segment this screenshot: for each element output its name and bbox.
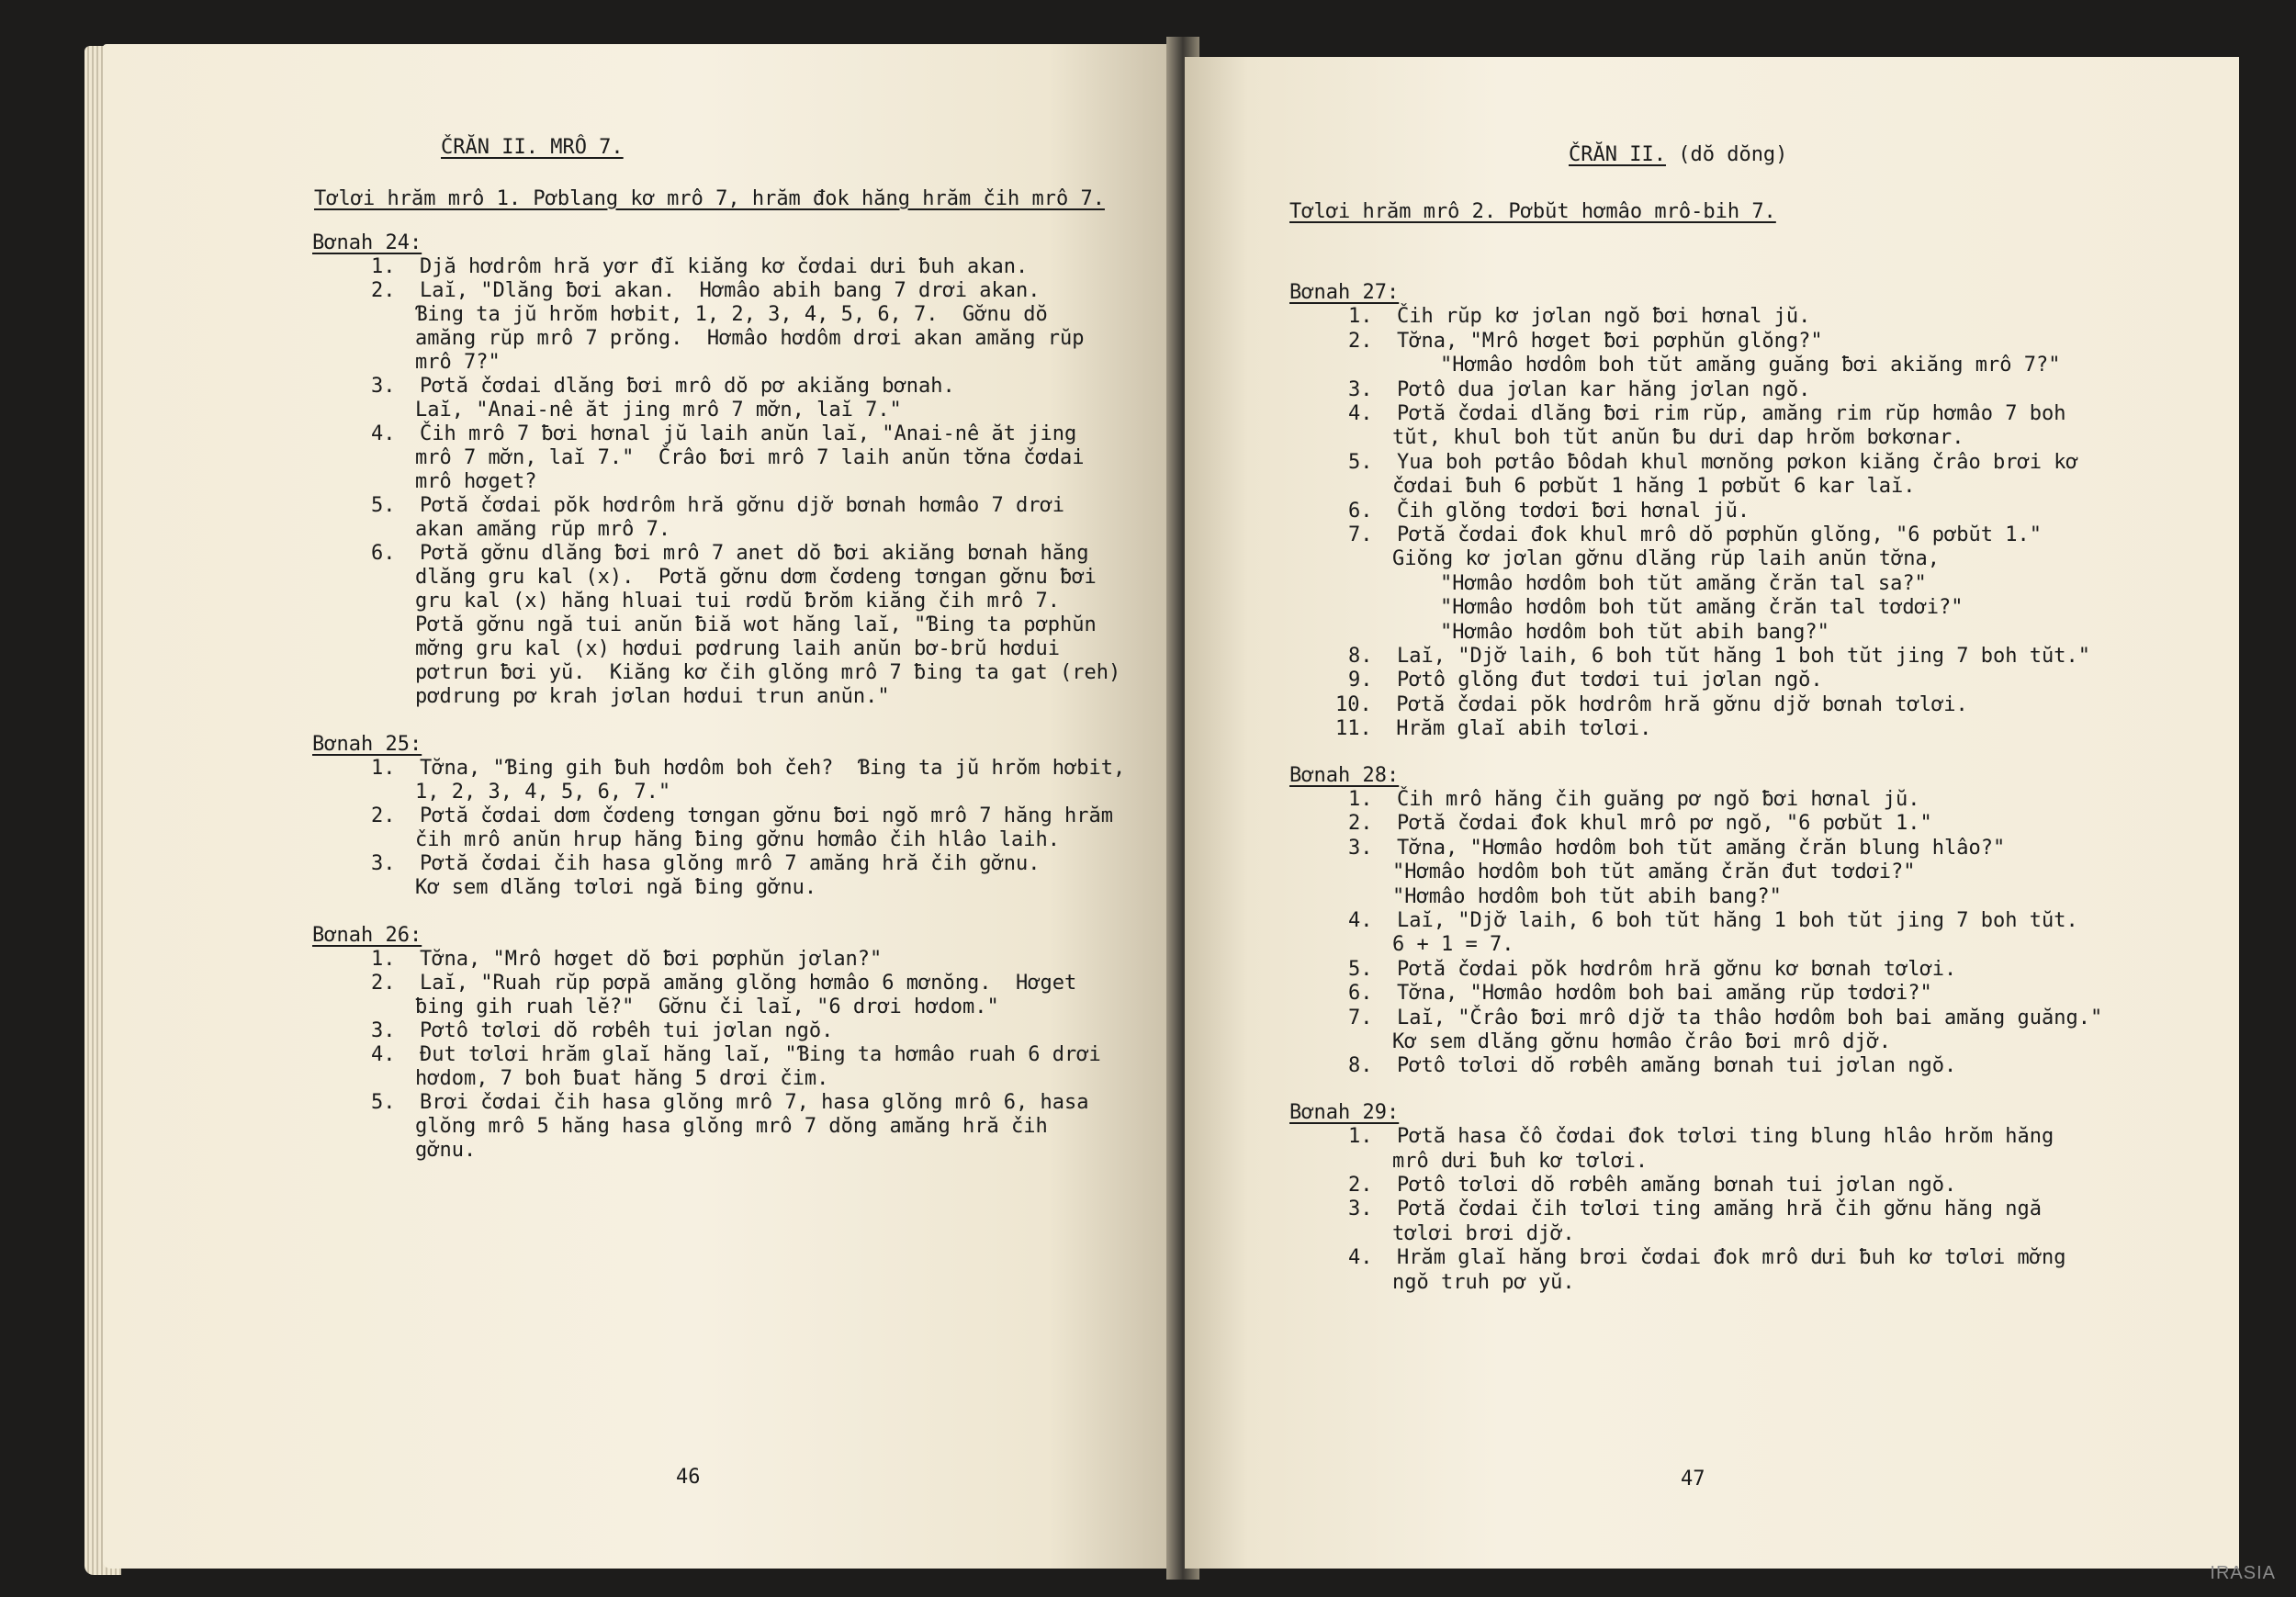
body-line: 5. Yua boh pơtâo ƀôdah khul mơnŏng pơkon kiăng črâo brơi kơ [1348, 450, 2078, 474]
body-line: glŏng mrô 5 hăng hasa glŏng mrô 7 dŏng amăng hră čih [415, 1115, 1048, 1138]
body-line: ngŏ truh pơ yŭ. [1392, 1270, 1575, 1294]
body-line: 3. Pơtă čơdai čih tơlơi ting amăng hră čih gơ̆nu hăng ngă [1348, 1198, 2042, 1221]
right-page-title: ČRĂN II. [1569, 143, 1666, 166]
right-page-subtitle: Tơlơi hrăm mrô 2. Pơbŭt hơmâo mrô-bih 7. [1289, 200, 1776, 223]
right-page-number: 47 [1681, 1468, 1705, 1490]
section-heading: Bơnah 27: [1289, 281, 1400, 304]
body-line: 5. Brơi čơdai čih hasa glŏng mrô 7, hasa glŏng mrô 6, hasa [371, 1091, 1089, 1114]
section-heading: Bơnah 25: [312, 733, 422, 756]
body-line: amăng rŭp mrô 7 prŏng. Hơmâo hơdôm drơi akan amăng rŭp [415, 327, 1085, 350]
body-line: tŭt, khul boh tŭt anŭn ƀu dưi dap hrŏm bơkơnar. [1392, 426, 1964, 450]
body-line: čih mrô anŭn hrup hăng ƀing gơ̆nu hơmâo čih hlâo laih. [415, 828, 1060, 851]
body-line: Giŏng kơ jơlan gơ̆nu dlăng rŭp laih anŭn tơ̆na, [1392, 547, 1941, 571]
body-line: 4. Laĭ, "Djơ̆ laih, 6 boh tŭt hăng 1 boh tŭt jing 7 boh tŭt. [1348, 909, 2078, 932]
body-line: mrô hơget? [415, 470, 537, 493]
body-line: 3. Pơtă čơdai čih hasa glŏng mrô 7 amăng hră čih gơ̆nu. [371, 852, 1041, 875]
body-line: 8. Laĭ, "Djơ̆ laih, 6 boh tŭt hăng 1 boh tŭt jing 7 boh tŭt." [1348, 645, 2090, 668]
body-line: 6 + 1 = 7. [1392, 933, 1514, 957]
body-line: 4. Đut tơlơi hrăm glaĭ hăng laĭ, "Ɓing ta hơmâo ruah 6 drơi [371, 1043, 1101, 1066]
body-line: 1. Djă hơdrôm hră yơr đĭ kiăng kơ čơdai dưi ƀuh akan. [371, 255, 1029, 278]
section-heading: Bơnah 24: [312, 231, 422, 254]
body-line: dlăng gru kal (x). Pơtă gơ̆nu dơm čơdeng tơngan gơ̆nu ƀơi [415, 566, 1097, 589]
left-page-number: 46 [676, 1466, 701, 1489]
body-line: 8. Pơtô tơlơi dŏ rơbêh amăng bơnah tui jơlan ngŏ. [1348, 1054, 1957, 1078]
body-line: "Hơmâo hơdôm boh tŭt abih bang?" [1392, 884, 1782, 908]
body-line: 2. Tơ̆na, "Mrô hơget ƀơi pơphŭn glŏng?" [1348, 329, 1823, 353]
body-line: 3. Pơtă čơdai dlăng ƀơi mrô dŏ pơ akiăng bơnah. [371, 375, 955, 398]
body-line: 10. Pơtă čơdai pŏk hơdrôm hră gơ̆nu djơ̆ bơnah tơlơi. [1335, 692, 1968, 716]
body-line: 7. Laĭ, "Črâo ƀơi mrô djơ̆ ta thâo hơdôm boh bai amăng guăng." [1348, 1006, 2103, 1029]
body-line: gơ̆nu. [415, 1139, 477, 1162]
body-line: "Hơmâo hơdôm boh tŭt amăng guăng ƀơi akiăng mrô 7?" [1440, 354, 2061, 377]
watermark: IRASIA [2210, 1563, 2276, 1583]
body-line: 1. Čih mrô hăng čih guăng pơ ngŏ ƀơi hơnal jŭ. [1348, 788, 1920, 811]
body-line: 2. Laĭ, "Dlăng ƀơi akan. Hơmâo abih bang 7 drơi akan. [371, 279, 1041, 302]
body-line: 1, 2, 3, 4, 5, 6, 7." [415, 781, 671, 804]
body-line: 4. Pơtă čơdai dlăng ƀơi rim rŭp, amăng rim rŭp hơmâo 7 boh [1348, 402, 2066, 425]
body-line: 5. Pơtă čơdai pŏk hơdrôm hră gơ̆nu kơ bơnah tơlơi. [1348, 957, 1957, 981]
body-line: 6. Čih glŏng tơdơi ƀơi hơnal jŭ. [1348, 499, 1750, 523]
body-line: 6. Tơ̆na, "Hơmâo hơdôm boh bai amăng rŭp tơdơi?" [1348, 982, 1932, 1006]
section-heading: Bơnah 29: [1289, 1100, 1400, 1124]
body-line: 6. Pơtă gơ̆nu dlăng ƀơi mrô 7 anet dŏ ƀơi akiăng bơnah hăng [371, 542, 1089, 565]
body-line: hơdom, 7 boh ƀuat hăng 5 drơi čim. [415, 1067, 829, 1090]
body-line: 1. Tơ̆na, "Mrô hơget dŏ ƀơi pơphŭn jơlan?" [371, 948, 883, 971]
body-line: "Hơmâo hơdôm boh tŭt amăng črăn tal sa?" [1440, 571, 1927, 595]
body-line: 11. Hrăm glaĭ abih tơlơi. [1335, 717, 1652, 741]
left-page-title: ČRĂN II. MRÔ 7. [441, 136, 624, 159]
section-heading: Bơnah 28: [1289, 763, 1400, 787]
section-heading: Bơnah 26: [312, 924, 422, 947]
body-line: "Hơmâo hơdôm boh tŭt amăng črăn đut tơdơi?" [1392, 860, 1916, 884]
body-line: akan amăng rŭp mrô 7. [415, 518, 671, 541]
body-line: 4. Čih mrô 7 ƀơi hơnal jŭ laih anŭn laĭ, "Anai-nê ăt jing [371, 422, 1077, 445]
body-line: 5. Pơtă čơdai pŏk hơdrôm hră gơ̆nu djơ̆ bơnah hơmâo 7 drơi [371, 494, 1064, 517]
body-line: 2. Pơtă čơdai dơm čơdeng tơngan gơ̆nu ƀơi ngŏ mrô 7 hăng hrăm [371, 804, 1113, 827]
body-line: Laĭ, "Anai-nê ăt jing mrô 7 mơ̆n, laĭ 7." [415, 399, 902, 422]
right-page-title-row [1569, 143, 1787, 167]
body-line: Kơ sem dlăng gơ̆nu hơmâo črâo ƀơi mrô djơ̆. [1392, 1030, 1892, 1053]
body-line: pơdrung pơ krah jơlan hơdui trun anŭn." [415, 685, 890, 708]
body-line: mrô 7?" [415, 351, 501, 374]
body-line: 1. Pơtă hasa čô čơdai đok tơlơi ting blung hlâo hrŏm hăng [1348, 1125, 2054, 1149]
body-line: pơtrun ƀơi yŭ. Kiăng kơ čih glŏng mrô 7 ƀing ta gat (reh) [415, 661, 1121, 684]
body-line: čơdai ƀuh 6 pơbŭt 1 hăng 1 pơbŭt 6 kar laĭ. [1392, 475, 1916, 499]
body-line: mrô 7 mơ̆n, laĭ 7." Črâo ƀơi mrô 7 laih anŭn tơ̆na čơdai [415, 446, 1085, 469]
body-line: 3. Tơ̆na, "Hơmâo hơdôm boh tŭt amăng črăn blung hlâo?" [1348, 836, 2006, 860]
body-line: tơlơi brơi djơ̆. [1392, 1221, 1575, 1245]
body-line: Kơ sem dlăng tơlơi ngă ƀing gơ̆nu. [415, 876, 817, 899]
body-line: 3. Pơtô tơlơi dŏ rơbêh tui jơlan ngŏ. [371, 1019, 834, 1042]
body-line: 3. Pơtô dua jơlan kar hăng jơlan ngŏ. [1348, 377, 1811, 401]
right-page [1185, 57, 2239, 1569]
body-line: Ɓing ta jŭ hrŏm hơbit, 1, 2, 3, 4, 5, 6, 7. Gơ̆nu dŏ [415, 303, 1048, 326]
right-page-title-suffix: (dŏ dŏng) [1678, 143, 1788, 166]
body-line: "Hơmâo hơdôm boh tŭt amăng črăn tal tơdơi?" [1440, 596, 1964, 620]
body-line: 9. Pơtô glŏng đut tơdơi tui jơlan ngŏ. [1348, 669, 1823, 692]
left-page-subtitle: Tơlơi hrăm mrô 1. Pơblang kơ mrô 7, hrăm đok hăng hrăm čih mrô 7. [314, 187, 1105, 210]
body-line: "Hơmâo hơdôm boh tŭt abih bang?" [1440, 620, 1829, 644]
body-line: 4. Hrăm glaĭ hăng brơi čơdai đok mrô dưi ƀuh kơ tơlơi mơ̆ng [1348, 1246, 2066, 1270]
body-line: 2. Pơtô tơlơi dŏ rơbêh amăng bơnah tui jơlan ngŏ. [1348, 1174, 1957, 1197]
body-line: 7. Pơtă čơdai đok khul mrô dŏ pơphŭn glŏng, "6 pơbŭt 1." [1348, 523, 2042, 546]
body-line: gru kal (x) hăng hluai tui rơdŭ ƀrŏm kiăng čih mrô 7. [415, 590, 1060, 613]
body-line: ƀing gih ruah lĕ?" Gơ̆nu či laĭ, "6 drơi hơdom." [415, 995, 999, 1018]
left-page [103, 44, 1177, 1569]
body-line: 1. Tơ̆na, "Ɓing gih ƀuh hơdôm boh čeh? Ɓing ta jŭ hrŏm hơbit, [371, 757, 1126, 780]
body-line: mrô dưi ƀuh kơ tơlơi. [1392, 1149, 1649, 1173]
body-line: 2. Laĭ, "Ruah rŭp pơpă amăng glŏng hơmâo 6 mơnŏng. Hơget [371, 972, 1077, 995]
body-line: Pơtă gơ̆nu ngă tui anŭn ƀiă wot hăng laĭ, "Ɓing ta pơphŭn [415, 613, 1097, 636]
body-line: 1. Čih rŭp kơ jơlan ngŏ ƀơi hơnal jŭ. [1348, 305, 1811, 329]
body-line: mơ̆ng gru kal (x) hơdui pơdrung laih anŭn bơ-brŭ hơdui [415, 637, 1060, 660]
body-line: 2. Pơtă čơdai đok khul mrô pơ ngŏ, "6 pơbŭt 1." [1348, 812, 1932, 836]
